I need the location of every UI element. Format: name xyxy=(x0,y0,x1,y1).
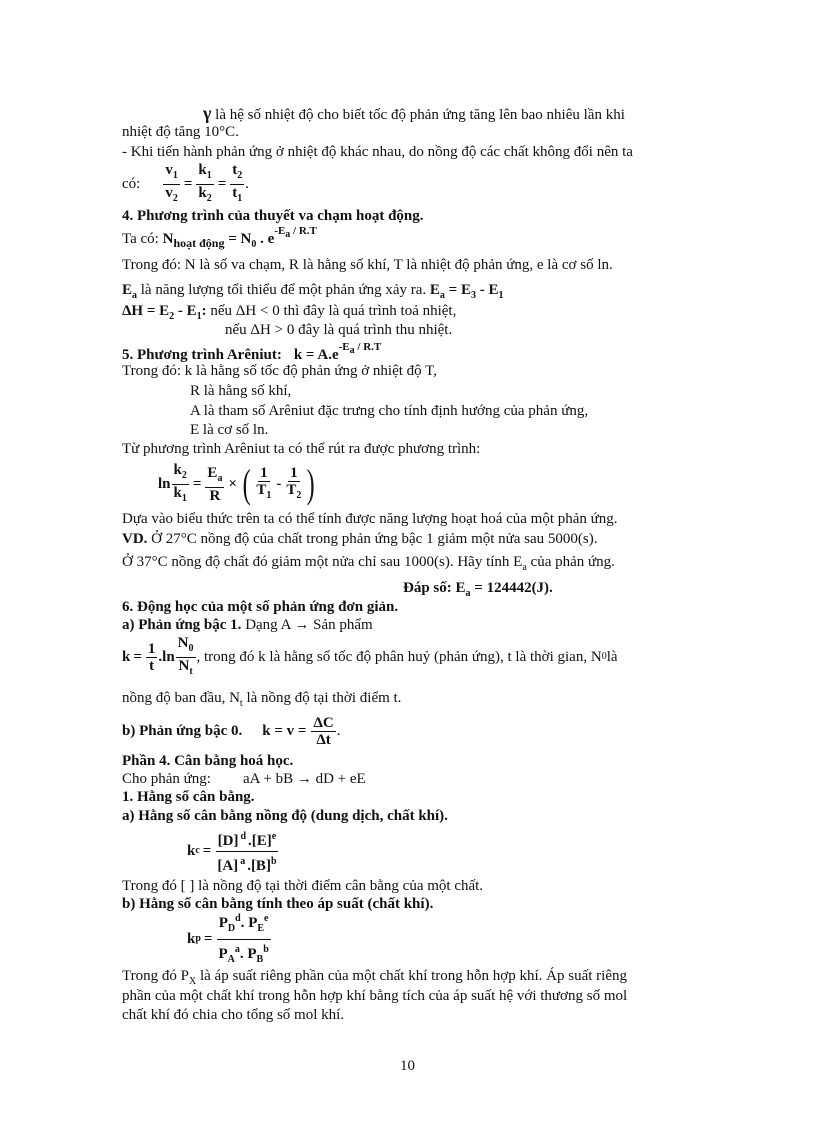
equilibrium-constant-title: 1. Hằng số cân bằng. xyxy=(122,789,255,805)
reaction-line: Cho phản ứng: aA + bB → dD + eE xyxy=(122,771,366,787)
part4-title: Phần 4. Cân bằng hoá học. xyxy=(122,753,294,769)
gamma-definition-line1 xyxy=(203,104,625,124)
kp-note-line2: phần của một chất khí trong hỗn hợp khí bằng tích của áp suất hệ với thương số mol xyxy=(122,988,628,1004)
n0-over-nt: $\frac{N_0}{N_t}$ xyxy=(177,634,194,677)
kp-fraction: $\frac{P_D^d. P_E^e}{P_A^a. P_B^b}$ xyxy=(216,909,270,970)
arrhenius-where-3: A là tham số Arêniut đặc trưng cho tính định hướng của phản ứng, xyxy=(190,403,589,419)
kp-note-line3: chất khí đó chia cho tổng số mol khí. xyxy=(122,1007,345,1023)
section4-title: 4. Phương trình của thuyết va chạm hoạt động. xyxy=(122,208,424,224)
page-number: 10 xyxy=(400,1058,415,1074)
ratio-formula: có: $\frac{v_1}{v_2}$ = $\frac{k_1}{k_2}$ = $\frac{t_2}{t_1}$ . xyxy=(122,164,249,204)
zero-order-formula: b) Phản ứng bậc 0. k = v = $\frac{\Delta C}{\Delta t}$ . xyxy=(122,714,341,748)
example-answer: Đáp số: $E_a = 124442(J)$. xyxy=(403,580,553,599)
arrhenius-where-4: E là cơ số ln. xyxy=(190,422,269,438)
first-order-title: a) Phản ứng bậc 1. Dạng A → Sản phẩm xyxy=(122,617,373,633)
one-over-t: $\frac{1}{t}$ xyxy=(147,640,156,674)
kp-formula: k p = $\frac{P_D^d. P_E^e}{P_A^a. P_B^b}$ xyxy=(187,913,272,965)
enthalpy-line2: nếu ΔH > 0 đây là quá trình thu nhiệt. xyxy=(225,322,453,338)
k-ratio: $\frac{k_1}{k_2}$ xyxy=(198,161,212,204)
kp-title: b) Hằng số cân bằng tính theo áp suất (chất khí). xyxy=(122,896,434,912)
first-order-desc: nồng độ ban đầu, $N_t$ là nồng độ tại thời điểm t. xyxy=(122,690,402,709)
kc-fraction: $\frac{[D] ^d .[E]^e}{[A] ^a .[B]^b}$ xyxy=(215,827,278,876)
arrhenius-where-2: R là hằng số khí, xyxy=(190,383,292,399)
gamma-symbol: γ xyxy=(203,103,212,123)
gamma-text: là hệ số nhiệt độ cho biết tốc độ phản ứng tăng lên bao nhiêu lần khi xyxy=(211,107,625,123)
k-ratio-ln: $\frac{k_2}{k_1}$ xyxy=(173,461,187,504)
dc-over-dt: $\frac{\Delta C}{\Delta t}$ xyxy=(313,714,334,748)
section5-title: 5. Phương trình Arêniut: $k = A.e^{-E_a / R.T}$ xyxy=(122,341,382,363)
inv-t2: $\frac{1}{T_2}$ xyxy=(286,464,302,501)
arrhenius-derive: Từ phương trình Arêniut ta có thể rút ra được phương trình: xyxy=(122,441,481,457)
co-label: có: xyxy=(122,176,141,192)
activation-energy-line: $E_a$ là năng lượng tối thiểu để một phản ứng xảy ra. $E_a = E_3 - E_1$ xyxy=(122,282,504,301)
ea-over-r: $\frac{E_a}{R}$ xyxy=(207,464,223,504)
activation-energy-note: Dựa vào biểu thức trên ta có thể tính được năng lượng hoạt hoá của một phản ứng. xyxy=(122,511,618,527)
kp-note-line1: Trong đó $P_X$ là áp suất riêng phần của một chất khí trong hỗn hợp khí. Áp suất riêng xyxy=(122,968,627,987)
temperature-difference-text: - Khi tiến hành phản ứng ở nhiệt độ khác nhau, do nồng độ các chất không đổi nên ta xyxy=(122,144,633,160)
example-line2: Ở 37°C nồng độ chất đó giảm một nửa chỉ sau 1000(s). Hãy tính $E_a$ của phản ứng. xyxy=(122,554,615,573)
example-line1: VD. Ở 27°C nồng độ của chất trong phản ứng bậc 1 giảm một nửa sau 5000(s). xyxy=(122,531,598,547)
v-ratio: $\frac{v_1}{v_2}$ xyxy=(165,161,178,204)
kc-title: a) Hằng số cân bằng nồng độ (dung dịch, chất khí). xyxy=(122,808,448,824)
inv-t1: $\frac{1}{T_1}$ xyxy=(256,464,272,501)
collision-where: Trong đó: N là số va chạm, R là hằng số khí, T là nhiệt độ phản ứng, e là cơ số ln. xyxy=(122,257,613,273)
arrhenius-where-1: Trong đó: k là hằng số tốc độ phản ứng ở nhiệt độ T, xyxy=(122,363,437,379)
collision-formula: Ta có: $N_{hoạt động} = N_0$ . $e^{-E_a / R.T}$ xyxy=(122,225,317,250)
ln-formula: ln $\frac{k_2}{k_1}$ = $\frac{E_a}{R}$ × ( $\frac{1}{T_1}$ - $\frac{1}{T_2}$ ) xyxy=(158,461,316,506)
gamma-definition-line2: nhiệt độ tăng 10°C. xyxy=(122,124,239,140)
section6-title: 6. Động học của một số phản ứng đơn giản. xyxy=(122,599,399,615)
kc-formula: k c = $\frac{[D] ^d .[E]^e}{[A] ^a .[B]^b}$ xyxy=(187,825,280,877)
first-order-formula: k = $\frac{1}{t}$ .ln $\frac{N_0}{N_t}$ , trong đó k là hằng số tốc độ phân huỷ (phản ứng), t là thời gian, N 0 là xyxy=(122,634,618,680)
t-ratio: $\frac{t_2}{t_1}$ xyxy=(232,161,243,204)
enthalpy-line1: $\Delta H = E_2 - E_1$: nếu ΔH < 0 thì đây là quá trình toả nhiệt, xyxy=(122,303,457,322)
kc-note: Trong đó [ ] là nồng độ tại thời điểm cân bằng của một chất. xyxy=(122,878,484,894)
